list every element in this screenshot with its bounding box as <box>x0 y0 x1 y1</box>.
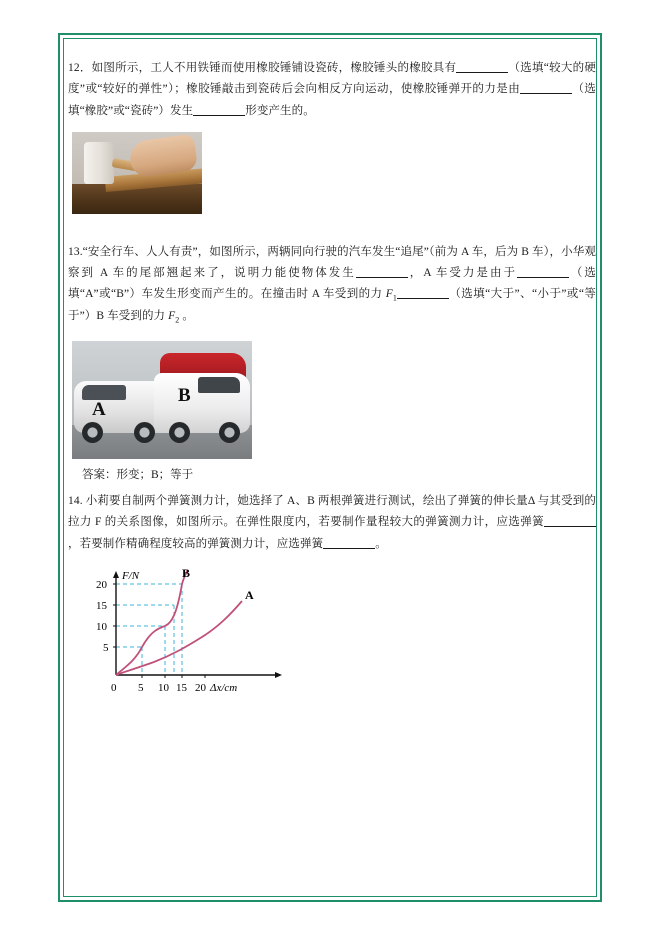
q13-subscript-2: 2 <box>175 315 180 325</box>
y-tick-10: 10 <box>96 621 107 633</box>
q12-blank-2[interactable] <box>520 81 572 94</box>
photo-window-a <box>82 385 126 400</box>
question-13-text <box>68 242 596 329</box>
q13-blank-3[interactable] <box>397 286 449 299</box>
x-tick-10: 10 <box>158 682 169 694</box>
q14-blank-2[interactable] <box>323 536 375 549</box>
q14-seg-2: ，若要制作精确程度较高的弹簧测力计，应选弹簧 <box>68 537 324 550</box>
question-13 <box>68 242 596 485</box>
q12-seg-6: 形变产生的。 <box>245 104 315 117</box>
q13-blank-1[interactable] <box>356 265 408 278</box>
x-axis-label: Δx/cm <box>210 682 238 694</box>
x-tick-20: 20 <box>195 682 206 694</box>
rubber-mallet-brick-photo <box>72 132 202 214</box>
photo-wheel <box>134 422 155 443</box>
q14-blank-1[interactable] <box>544 514 596 527</box>
photo-wheel <box>219 422 240 443</box>
curve-B <box>116 570 188 675</box>
q14-seg-4: 。 <box>375 537 387 550</box>
question-14 <box>68 491 596 705</box>
q14-seg-0: 14. 小莉要自制两个弹簧测力计，她选择了 A、B 两根弹簧进行测试，绘出了弹簧的伸长量Δ 与其受到的拉力 F 的关系图像，如图所示。在弹性限度内，若要制作量程较大的弹簧测力计，应选弹簧 <box>68 495 596 529</box>
q13-subscript-1: 1 <box>392 293 398 303</box>
question-12 <box>68 58 596 214</box>
y-tick-15: 15 <box>96 600 107 612</box>
photo-label-car-a: A <box>92 398 106 420</box>
y-tick-5: 5 <box>103 642 109 654</box>
photo-window-b <box>198 377 240 393</box>
graph-axes <box>116 575 278 675</box>
x-tick-15: 15 <box>176 682 187 694</box>
curve-A <box>116 601 242 675</box>
graph-ticks <box>113 584 205 678</box>
q13-seg-11: 。 <box>179 310 194 323</box>
x-tick-5: 5 <box>138 682 144 694</box>
curve-label-A: A <box>245 588 254 602</box>
photo-label-car-b: B <box>178 384 191 406</box>
q13-symbol-f1: F <box>385 288 393 301</box>
y-axis-label: F/N <box>122 570 140 582</box>
q12-blank-1[interactable] <box>456 60 508 73</box>
photo-wheel <box>82 422 103 443</box>
question-12-text <box>68 58 596 122</box>
graph-svg <box>82 567 292 705</box>
q13-seg-8: （选填“大于”、“小于”或“等于”）B 车受到的力 <box>68 288 596 323</box>
document-content <box>68 58 596 711</box>
q13-seg-0: 13.“安全行车、人人有责”，如图所示，两辆同向行驶的汽车发生“追尾”（前为 A 车，后为 B 车），小华观察到 A 车的尾部翘起来了，说明力能使物体发生 <box>68 245 596 280</box>
y-tick-20: 20 <box>96 579 107 591</box>
q12-blank-3[interactable] <box>193 103 245 116</box>
q12-seg-0: 12．如图所示，工人不用铁锤而使用橡胶锤铺设瓷砖，橡胶锤头的橡胶具有 <box>68 62 457 74</box>
q12-seg-4: （选填“橡胶”或“瓷砖”）发生 <box>68 83 596 117</box>
spring-force-extension-graph <box>82 567 292 705</box>
question-14-text <box>68 491 596 555</box>
q13-seg-2: ，A 车受力是由于 <box>407 267 517 280</box>
y-axis-arrow <box>113 571 119 578</box>
car-rear-end-collision-photo <box>72 341 252 459</box>
q13-symbol-f2: F <box>168 310 176 323</box>
q13-blank-2[interactable] <box>517 265 569 278</box>
x-tick-0: 0 <box>111 682 117 694</box>
photo-rubber-mallet-head <box>84 142 114 184</box>
q13-seg-4: （选填“A”或“B”）车发生形变而产生的。在撞击时 A 车受到的力 <box>68 267 597 301</box>
x-axis-arrow <box>275 672 282 678</box>
question-13-answer: 答案：形变；B；等于 <box>82 468 194 481</box>
q12-seg-2: （选填“较大的硬度”或“较好的弹性”）；橡胶锤敲击到瓷砖后会向相反方向运动，使橡胶锤弹开的力是由 <box>68 62 596 96</box>
curve-label-B: B <box>182 567 191 580</box>
graph-guides <box>116 584 182 675</box>
photo-wheel <box>169 422 190 443</box>
